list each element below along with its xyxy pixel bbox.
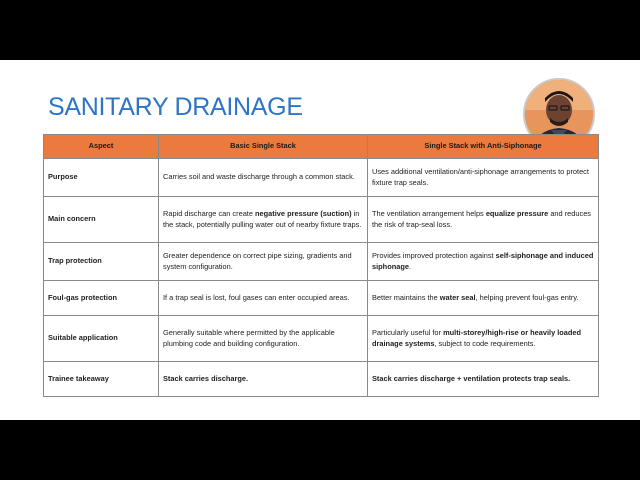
text-segment: If a trap seal is lost, foul gases can enter occupied areas. <box>163 292 350 302</box>
basic-stack-cell <box>159 243 368 281</box>
text-segment: Carries soil and waste discharge through a common stack. <box>163 172 355 182</box>
table-row <box>44 159 599 197</box>
anti-siphonage-cell <box>368 197 599 243</box>
table-header-row <box>44 135 599 159</box>
anti-siphonage-cell <box>368 281 599 316</box>
aspect-cell: Trainee takeaway <box>44 362 159 397</box>
table-row <box>44 197 599 243</box>
table-body <box>44 159 599 397</box>
slide <box>0 60 640 420</box>
anti-siphonage-cell <box>368 316 599 362</box>
comparison-table <box>43 134 599 397</box>
text-segment: Provides improved protection against <box>372 250 496 260</box>
bold-text-segment: water seal <box>439 292 476 302</box>
basic-stack-cell <box>159 159 368 197</box>
table-row <box>44 281 599 316</box>
bold-text-segment: Stack carries discharge + ventilation protects trap seals. <box>372 373 571 383</box>
text-segment: Generally suitable where permitted by the applicable plumbing code and building configuration. <box>163 327 335 348</box>
text-segment: and reduces the risk of trap-seal loss. <box>372 208 591 229</box>
anti-siphonage-cell <box>368 243 599 281</box>
basic-stack-cell <box>159 316 368 362</box>
anti-siphonage-cell <box>368 362 599 397</box>
aspect-cell: Purpose <box>44 159 159 197</box>
aspect-cell: Foul-gas protection <box>44 281 159 316</box>
header-basic-single-stack: Basic Single Stack <box>159 135 368 159</box>
aspect-cell: Trap protection <box>44 243 159 281</box>
table-row <box>44 362 599 397</box>
basic-stack-cell <box>159 362 368 397</box>
text-segment: The ventilation arrangement helps <box>372 208 486 218</box>
text-segment: Uses additional ventilation/anti-siphonage arrangements to protect fixture trap seals. <box>372 166 589 187</box>
bold-text-segment: self-siphonage and induced siphonage <box>372 250 594 271</box>
bold-text-segment: Stack carries discharge. <box>163 373 249 383</box>
basic-stack-cell <box>159 197 368 243</box>
text-segment: Greater dependence on correct pipe sizing, gradients and system configuration. <box>163 250 352 271</box>
header-anti-siphonage: Single Stack with Anti-Siphonage <box>368 135 599 159</box>
aspect-cell: Suitable application <box>44 316 159 362</box>
table-row <box>44 316 599 362</box>
text-segment: in the stack, potentially pulling water out of nearby fixture traps. <box>163 208 362 229</box>
header-aspect: Aspect <box>44 135 159 159</box>
text-segment: Particularly useful for <box>372 327 444 337</box>
anti-siphonage-cell <box>368 159 599 197</box>
bold-text-segment: equalize pressure <box>485 208 549 218</box>
text-segment: Better maintains the <box>372 292 440 302</box>
basic-stack-cell <box>159 281 368 316</box>
slide-title: SANITARY DRAINAGE <box>48 93 303 121</box>
table-row <box>44 243 599 281</box>
text-segment: , helping prevent foul-gas entry. <box>475 292 579 302</box>
aspect-cell: Main concern <box>44 197 159 243</box>
text-segment: . <box>408 261 412 271</box>
text-segment: , subject to code requirements. <box>434 338 536 348</box>
bold-text-segment: multi-storey/high-rise or heavily loaded drainage systems <box>372 327 582 348</box>
bold-text-segment: negative pressure (suction) <box>255 208 352 218</box>
text-segment: Rapid discharge can create <box>163 208 256 218</box>
